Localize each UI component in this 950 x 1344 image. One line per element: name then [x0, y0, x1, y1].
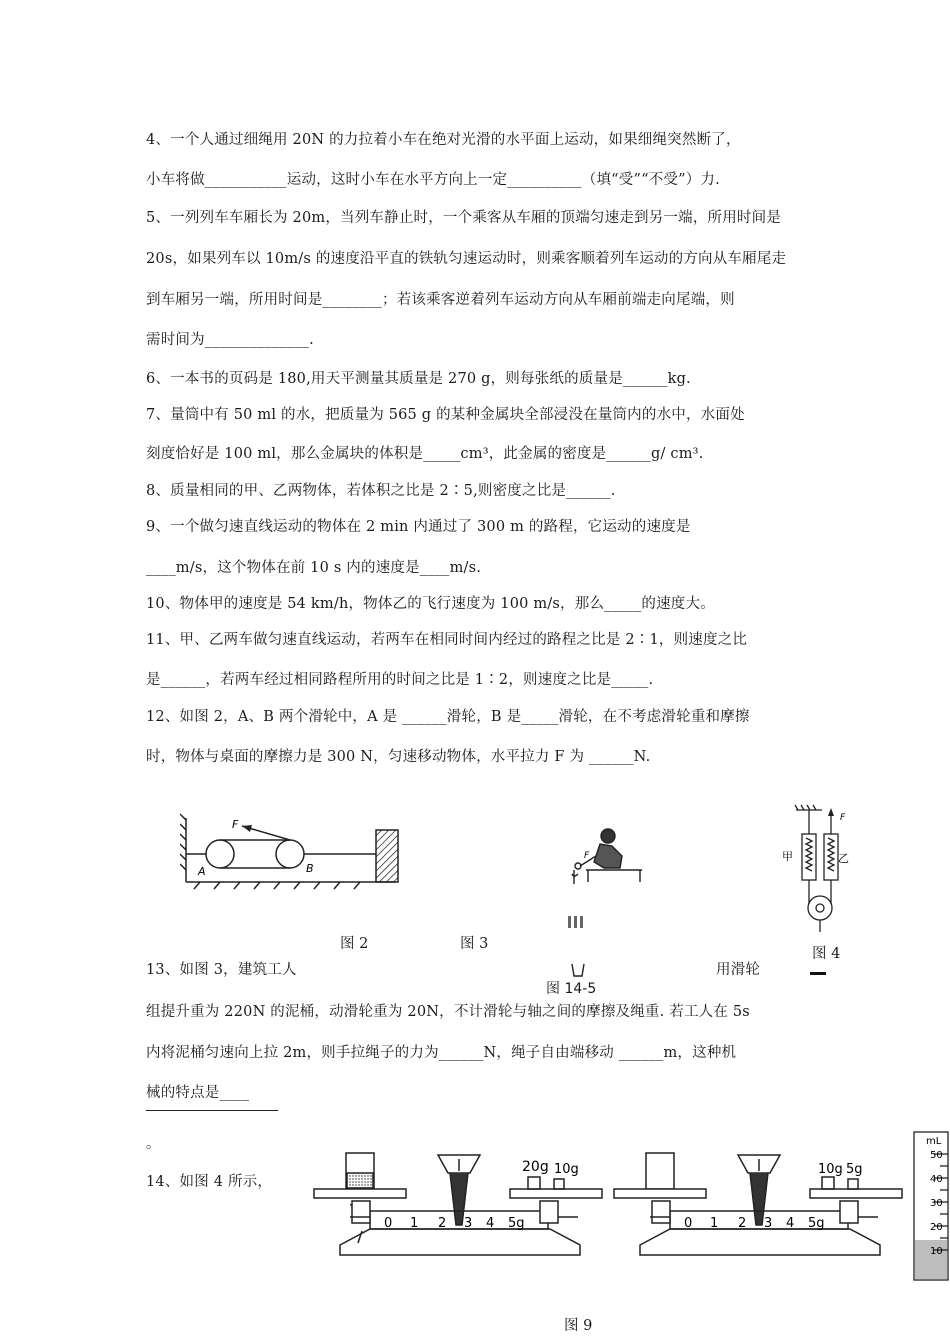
q11-line-1: 11、甲、乙两车做匀速直线运动，若两车在相同时间内经过的路程之比是 2∶1，则速度之比: [146, 632, 748, 648]
fig9-right-tick-3: 3: [764, 1216, 773, 1231]
fig9-right-tick-1: 1: [710, 1216, 719, 1231]
graduated-cylinder: [910, 1130, 950, 1286]
q6: 6、一本书的页码是 180,用天平测量其质量是 270 g，则每张纸的质量是______kg.: [146, 371, 691, 387]
fig9-left-tick-3: 3: [464, 1216, 473, 1231]
q5-line-1: 5、一列列车车厢长为 20m，当列车静止时，一个乘客从车厢的顶端匀速走到另一端，所用时间是: [146, 210, 782, 226]
fig9-right-tick-5: 5g: [808, 1216, 825, 1231]
cylinder-tick-40: 40: [930, 1174, 943, 1185]
figure-2-caption: 图 2: [340, 936, 369, 952]
q9-line-1: 9、一个做匀速直线运动的物体在 2 min 内通过了 300 m 的路程，它运动的速度是: [146, 519, 691, 535]
fig9-left-tick-1: 1: [410, 1216, 419, 1231]
q14: 14、如图 4 所示，: [146, 1174, 273, 1190]
q13-line-1-start: 13、如图 3，建筑工人: [146, 962, 297, 978]
fig4-label-yi: 乙: [838, 852, 849, 865]
cylinder-tick-20: 20: [930, 1222, 943, 1233]
fig9-right-mass-1: 10g: [818, 1162, 843, 1177]
fig9-left-tick-4: 4: [486, 1216, 495, 1231]
q5-line-4: 需时间为______________.: [146, 332, 314, 348]
fig2-label-a: A: [198, 865, 206, 878]
svg-text:F: F: [584, 851, 590, 861]
figure-4-mark: [810, 972, 826, 975]
fig9-left-tick-5: 5g: [508, 1216, 525, 1231]
q12-line-2: 时，物体与桌面的摩擦力是 300 N，匀速移动物体，水平拉力 F 为 ______N.: [146, 749, 651, 765]
fig4-label-jia: 甲: [782, 850, 793, 863]
q7-line-2: 刻度恰好是 100 ml，那么金属块的体积是_____cm³，此金属的密度是______g/ cm³.: [146, 446, 704, 462]
q12-line-1: 12、如图 2，A、B 两个滑轮中，A 是 ______滑轮，B 是_____滑轮，在不考虑滑轮重和摩擦: [146, 709, 750, 725]
q9-line-2: ____m/s，这个物体在前 10 s 内的速度是____m/s.: [146, 560, 482, 576]
fig2-label-f: F: [232, 818, 239, 831]
figure-4-caption: 图 4: [812, 946, 841, 962]
figure-9-balance-right: [610, 1145, 910, 1275]
q13-end: 。: [146, 1136, 161, 1152]
q13-line-1-end: 用滑轮: [716, 962, 761, 978]
answer-blank-line: [146, 1110, 278, 1111]
fig9-right-tick-2: 2: [738, 1216, 747, 1231]
figure-14-5-caption: 图 14-5: [546, 981, 597, 997]
q5-line-2: 20s，如果列车以 10m/s 的速度沿平直的铁轨匀速运动时，则乘客顺着列车运动的方向从车厢尾走: [146, 251, 787, 267]
fig9-right-tick-0: 0: [684, 1216, 693, 1231]
figure-2-pulley-diagram: [180, 812, 410, 890]
q10: 10、物体甲的速度是 54 km/h，物体乙的飞行速度为 100 m/s，那么_____的速度大。: [146, 596, 715, 612]
q5-line-3: 到车厢另一端，所用时间是________；若该乘客逆着列车运动方向从车厢前端走向尾端，则: [146, 292, 735, 308]
figure-3-caption: 图 3: [460, 936, 489, 952]
q7-line-1: 7、量筒中有 50 ml 的水，把质量为 565 g 的某种金属块全部浸没在量筒内的水中，水面处: [146, 407, 745, 423]
cylinder-unit: mL: [926, 1136, 942, 1147]
cylinder-tick-30: 30: [930, 1198, 943, 1209]
fig4-label-f: F: [840, 813, 846, 823]
fig9-left-tick-0: 0: [384, 1216, 393, 1231]
fig9-right-mass-2: 5g: [846, 1162, 863, 1177]
fig9-left-tick-2: 2: [438, 1216, 447, 1231]
fig9-left-mass-2: 10g: [554, 1162, 579, 1177]
q4-line-1: 4、一个人通过细绳用 20N 的力拉着小车在绝对光滑的水平面上运动，如果细绳突然断了，: [146, 132, 741, 148]
q13-line-4: 械的特点是____: [146, 1085, 250, 1101]
cylinder-tick-10: 10: [930, 1246, 943, 1257]
q8: 8、质量相同的甲、乙两物体，若体积之比是 2∶5,则密度之比是______.: [146, 483, 616, 499]
fig2-label-b: B: [306, 862, 314, 875]
figure-4-spring-scales: [780, 800, 850, 940]
q13-line-3: 内将泥桶匀速向上拉 2m，则手拉绳子的力为______N，绳子自由端移动 ______m，这种机: [146, 1045, 737, 1061]
figure-3-worker-pulley: [560, 822, 650, 992]
fig9-left-mass-1: 20g: [522, 1159, 549, 1175]
q13-line-2: 组提升重为 220N 的泥桶，动滑轮重为 20N，不计滑轮与轴之间的摩擦及绳重. 若工人在 5s: [146, 1004, 750, 1020]
cylinder-tick-50: 50: [930, 1150, 943, 1161]
q11-line-2: 是______，若两车经过相同路程所用的时间之比是 1∶2，则速度之比是_____.: [146, 672, 654, 688]
figure-9-caption: 图 9: [564, 1318, 593, 1334]
fig9-right-tick-4: 4: [786, 1216, 795, 1231]
q4-line-2: 小车将做___________运动，这时小车在水平方向上一定__________（填“受”“不受”）力.: [146, 172, 720, 188]
figure-9-balance-left: [310, 1145, 610, 1275]
